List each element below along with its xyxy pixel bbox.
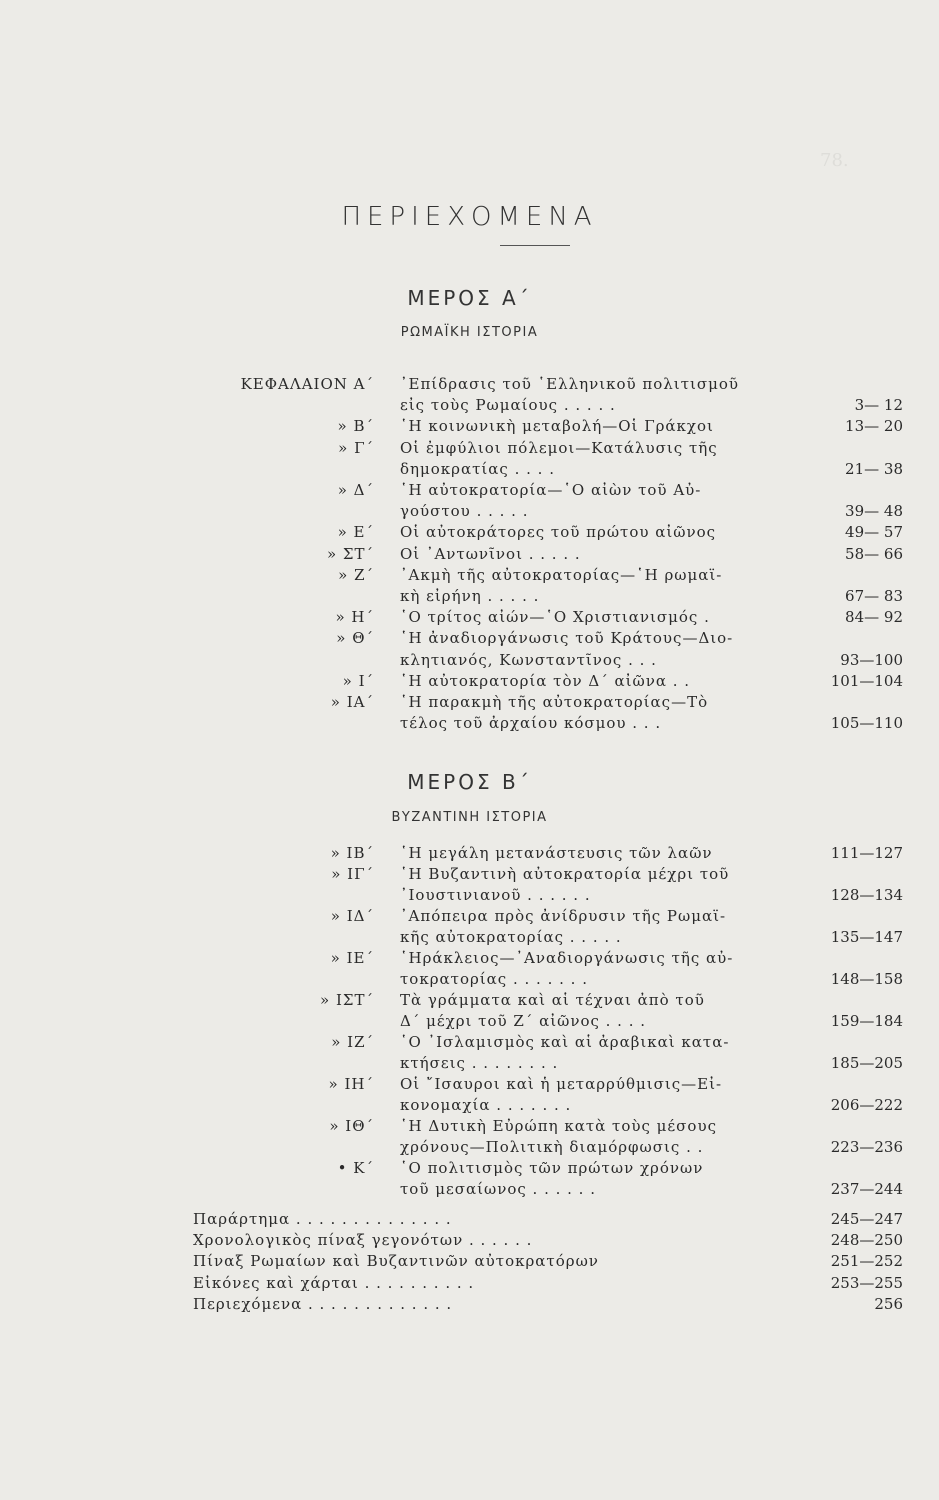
toc-line [0, 1137, 939, 1157]
toc-line [0, 843, 939, 863]
chapter-number: » ΙΘ΄ [329, 1117, 374, 1135]
page-range: 135—147 [830, 928, 903, 946]
toc-line [0, 628, 939, 648]
toc-line [0, 906, 939, 926]
chapter-title: χρόνους—Πολιτικὴ διαμόρφωσις . . [400, 1138, 704, 1156]
chapter-title: ῾Ο τρίτος αἰών—῾Ο Χριστιανισμός . [400, 608, 710, 627]
chapter-number: » ΙΗ΄ [328, 1075, 374, 1093]
chapter-title: ᾽Απόπειρα πρὸς ἀνίδρυσιν τῆς Ρωμαϊ- [400, 907, 727, 925]
page-range: 105—110 [830, 714, 903, 733]
toc-line [0, 374, 939, 394]
appendix-title: Παράρτημα . . . . . . . . . . . . . . [193, 1210, 452, 1228]
chapter-title: ᾽Ακμὴ τῆς αὐτοκρατορίας—῾Η ρωμαϊ- [400, 565, 723, 584]
appendix-line [0, 1294, 939, 1314]
chapter-title: ῾Η παρακμὴ τῆς αὐτοκρατορίας—Τὸ [400, 693, 709, 711]
appendix-line [0, 1251, 939, 1271]
toc-line [0, 927, 939, 947]
appendix-title: Εἰκόνες καὶ χάρται . . . . . . . . . . [193, 1273, 475, 1292]
chapter-title: κλητιανός, Κωνσταντῖνος . . . [400, 650, 657, 669]
toc-line [0, 1179, 939, 1199]
page-range: 3— 12 [854, 396, 903, 415]
page-range: 251—252 [830, 1252, 903, 1271]
page-range: 159—184 [830, 1012, 903, 1030]
toc-line [0, 586, 939, 606]
part-b-subheading: ΒΥΖΑΝΤΙΝΗ ΙΣΤΟΡΙΑ [391, 810, 548, 825]
chapter-number: » ΙΣΤ΄ [320, 991, 374, 1009]
toc-line [0, 395, 939, 415]
chapter-title: Οἱ ῎Ισαυροι καὶ ἡ μεταρρύθμισις—Εἰ- [400, 1075, 723, 1093]
toc-line [0, 1116, 939, 1136]
appendix-line [0, 1273, 939, 1293]
page-range: 67— 83 [845, 587, 903, 605]
chapter-number: » ΙΖ΄ [331, 1033, 374, 1051]
chapter-title: ᾽Ιουστινιανοῦ . . . . . . [400, 886, 591, 904]
toc-line [0, 607, 939, 627]
title-divider [500, 245, 570, 246]
toc-line [0, 990, 939, 1010]
chapter-title: Οἱ ἐμφύλιοι πόλεμοι—Κατάλυσις τῆς [400, 438, 718, 457]
appendix-line [0, 1230, 939, 1250]
page-range: 245—247 [830, 1210, 903, 1228]
chapter-title: δημοκρατίας . . . . [400, 459, 555, 478]
chapter-title: ῾Η μεγάλη μετανάστευσις τῶν λαῶν [400, 844, 713, 862]
chapter-title: Οἱ αὐτοκράτορες τοῦ πρώτου αἰῶνος [400, 523, 717, 542]
chapter-number: » ΣΤ΄ [326, 544, 374, 563]
chapter-title: ῾Ηράκλειος—᾽Αναδιοργάνωσις τῆς αὐ- [400, 949, 734, 967]
chapter-number: » ΙΓ΄ [331, 865, 374, 883]
chapter-number: • Κ΄ [337, 1159, 374, 1177]
chapter-title: τέλος τοῦ ἀρχαίου κόσμου . . . [400, 714, 662, 733]
chapter-title: Τὰ γράμματα καὶ αἱ τέχναι ἀπὸ τοῦ [400, 991, 705, 1009]
part-a-heading: ΜΕΡΟΣ Α΄ [407, 286, 532, 310]
page-title: ΠΕΡΙΕΧΟΜΕΝΑ [341, 202, 598, 232]
chapter-title: Δ΄ μέχρι τοῦ Ζ΄ αἰῶνος . . . . [400, 1012, 647, 1030]
page-range: 223—236 [830, 1138, 903, 1156]
toc-line [0, 650, 939, 670]
chapter-number: » ΙΒ΄ [330, 844, 374, 862]
toc-line [0, 671, 939, 691]
toc-line [0, 459, 939, 479]
chapter-title: ῾Ο πολιτισμὸς τῶν πρώτων χρόνων [400, 1159, 704, 1177]
chapter-number: » Ζ΄ [338, 565, 374, 584]
toc-line [0, 438, 939, 458]
toc-line [0, 1158, 939, 1178]
page-range: 185—205 [830, 1054, 903, 1072]
chapter-title: κονομαχία . . . . . . . [400, 1096, 572, 1114]
chapter-title: κῆς αὐτοκρατορίας . . . . . [400, 928, 622, 946]
appendix-title: Χρονολογικὸς πίναξ γεγονότων . . . . . . [193, 1231, 533, 1250]
page-range: 84— 92 [845, 608, 903, 627]
chapter-title: εἰς τοὺς Ρωμαίους . . . . . [400, 396, 616, 415]
page-range: 93—100 [840, 650, 903, 669]
toc-line [0, 501, 939, 521]
toc-line [0, 480, 939, 500]
page-range: 253—255 [830, 1273, 903, 1292]
chapter-title: ῾Η ἀναδιοργάνωσις τοῦ Κράτους—Διο- [400, 629, 734, 648]
page-range: 58— 66 [845, 544, 903, 563]
chapter-number: » Ι΄ [342, 671, 374, 690]
chapter-title: ῾Η Δυτικὴ Εὐρώπη κατὰ τοὺς μέσους [400, 1117, 717, 1135]
chapter-title: τοκρατορίας . . . . . . . [400, 970, 588, 988]
chapter-number: » Θ΄ [336, 629, 374, 648]
toc-line [0, 1032, 939, 1052]
chapter-title: ᾽Επίδρασις τοῦ ῾Ελληνικοῦ πολιτισμοῦ [400, 375, 740, 393]
chapter-title: κτήσεις . . . . . . . . [400, 1054, 559, 1072]
appendix-title: Περιεχόμενα . . . . . . . . . . . . . [193, 1294, 453, 1313]
bleed-through-text: 78. [820, 150, 849, 171]
toc-line [0, 544, 939, 564]
part-b-heading: ΜΕΡΟΣ Β΄ [407, 770, 532, 794]
chapter-title: ῾Η αὐτοκρατορία τὸν Δ΄ αἰῶνα . . [400, 671, 691, 690]
chapter-number: » Ε΄ [337, 523, 374, 542]
toc-line [0, 969, 939, 989]
chapter-title: ῾Η αὐτοκρατορία—῾Ο αἰὼν τοῦ Αὐ- [400, 481, 702, 499]
toc-line [0, 713, 939, 733]
appendix-title: Πίναξ Ρωμαίων καὶ Βυζαντινῶν αὐτοκρατόρων [193, 1252, 599, 1271]
page-range: 39— 48 [845, 502, 903, 521]
toc-line [0, 565, 939, 585]
page-range: 21— 38 [845, 459, 903, 478]
page-range: 13— 20 [845, 417, 903, 436]
page-range: 256 [874, 1294, 903, 1313]
chapter-title: ῾Ο ᾽Ισλαμισμὸς καὶ αἱ ἀραβικαὶ κατα- [400, 1033, 730, 1051]
toc-line [0, 1053, 939, 1073]
part-a-subheading: ΡΩΜΑΪΚΗ ΙΣΤΟΡΙΑ [400, 325, 539, 340]
chapter-title: κὴ εἰρήνη . . . . . [400, 587, 540, 605]
toc-line [0, 948, 939, 968]
chapter-title: ῾Η Βυζαντινὴ αὐτοκρατορία μέχρι τοῦ [400, 865, 730, 883]
page-range: 206—222 [830, 1096, 903, 1114]
chapter-title: Οἱ ᾽Αντωνῖνοι . . . . . [400, 544, 581, 563]
toc-line [0, 1095, 939, 1115]
toc-line [0, 692, 939, 712]
chapter-number: ΚΕΦΑΛΑΙΟΝ Α΄ [240, 375, 374, 393]
chapter-number: » Η΄ [335, 608, 374, 627]
page-range: 248—250 [830, 1231, 903, 1250]
page-range: 49— 57 [845, 523, 903, 542]
chapter-title: γούστου . . . . . [400, 502, 529, 521]
chapter-number: » ΙΕ΄ [330, 949, 374, 967]
appendix-line [0, 1209, 939, 1229]
chapter-number: » ΙΔ΄ [330, 907, 374, 925]
page-range: 101—104 [830, 671, 903, 690]
chapter-title: ῾Η κοινωνικὴ μεταβολή—Οἱ Γράκχοι [400, 417, 714, 436]
toc-line [0, 1011, 939, 1031]
page-range: 237—244 [830, 1180, 903, 1198]
page-range: 111—127 [830, 844, 903, 862]
toc-line [0, 1074, 939, 1094]
chapter-number: » Β΄ [337, 417, 374, 436]
toc-line [0, 864, 939, 884]
toc-line [0, 416, 939, 436]
chapter-number: » Γ΄ [338, 438, 374, 457]
toc-line [0, 885, 939, 905]
chapter-title: τοῦ μεσαίωνος . . . . . . [400, 1180, 596, 1198]
chapter-number: » ΙΑ΄ [330, 693, 374, 711]
page-range: 148—158 [830, 970, 903, 988]
page-range: 128—134 [830, 886, 903, 904]
chapter-number: » Δ΄ [337, 481, 374, 499]
toc-line [0, 522, 939, 542]
